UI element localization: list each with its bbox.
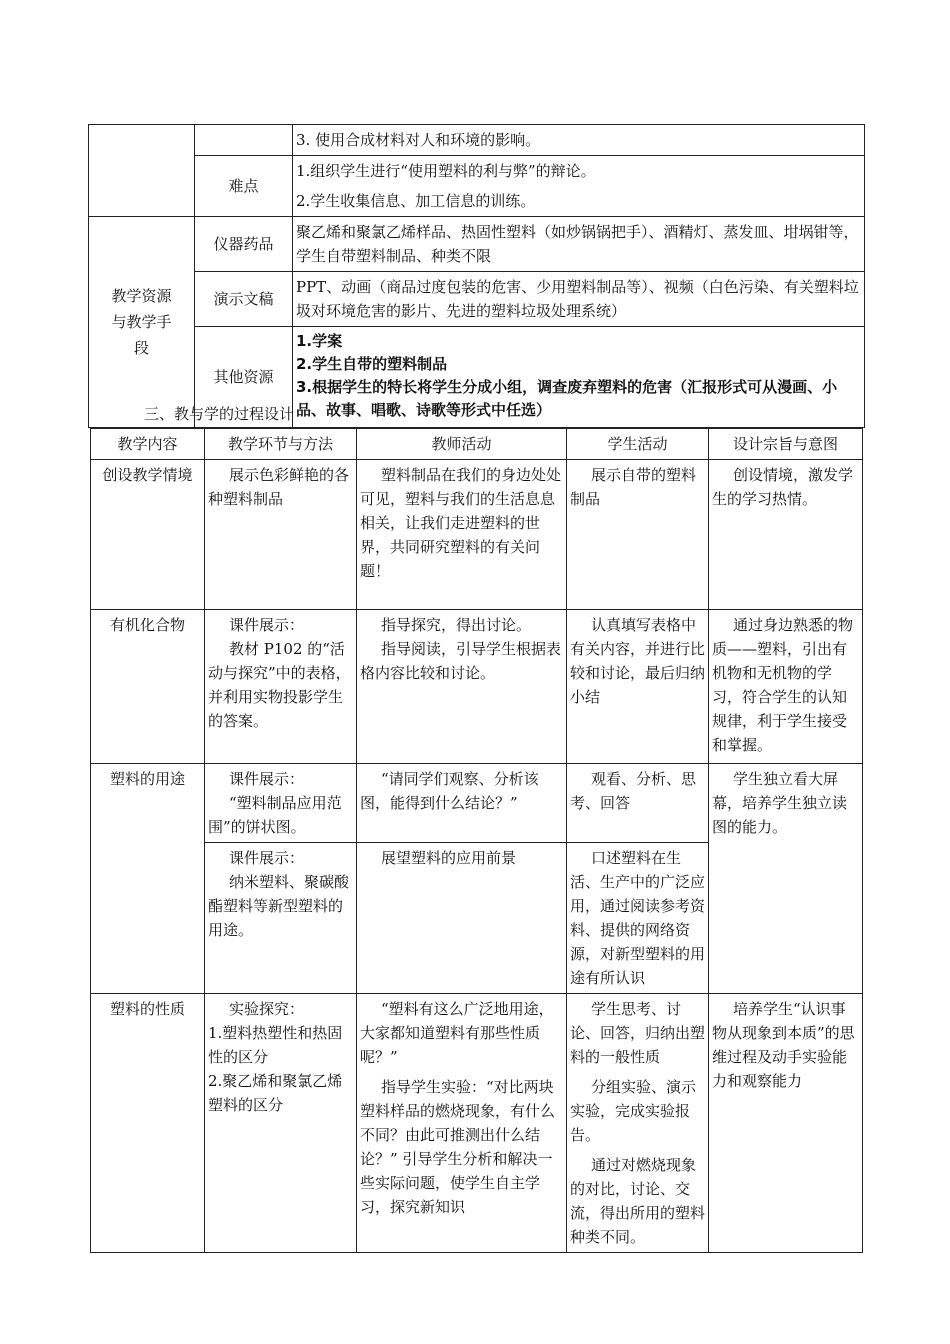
cell-teacher — [357, 994, 567, 1253]
process-design-table — [90, 428, 863, 1253]
cell-method — [205, 764, 357, 843]
method-line: 课件展示： — [229, 616, 305, 634]
influence-text: 3. 使用合成材料对人和环境的影响。 — [293, 125, 865, 156]
cell-purpose: 创设情境，激发学生的学习热情。 — [709, 460, 863, 610]
method-line: 实验探究： — [229, 1000, 305, 1018]
header-purpose: 设计宗旨与意图 — [709, 429, 863, 460]
student-discussion: 学生思考、讨论、回答，归纳出塑料的一般性质 — [570, 1000, 706, 1066]
list-item: 1.学案 — [296, 332, 343, 350]
other-resources-label: 其他资源 — [195, 327, 293, 428]
method-line: 2.聚乙烯和聚氯乙烯塑料的区分 — [208, 1072, 343, 1114]
cell-student — [567, 994, 709, 1253]
method-line: 1.塑料热塑性和热固性的区分 — [208, 1024, 343, 1066]
cell-student: 口述塑料在生活、生产中的广泛应用，通过阅读参考资料、提供的网络资源，对新型塑料的用途有所认识 — [567, 843, 709, 994]
instruments-text: 聚乙烯和聚氯乙烯样品、热固性塑料（如炒锅锅把手）、酒精灯、蒸发皿、坩埚钳等，学生自带塑料制品、种类不限 — [293, 217, 865, 272]
table-row — [91, 764, 863, 843]
resources-label — [89, 217, 195, 428]
resources-label-line: 教学资源 — [111, 287, 172, 305]
teacher-line: 指导阅读，引导学生根据表格内容比较和讨论。 — [360, 640, 562, 682]
cell-student: 认真填写表格中有关内容，并进行比较和讨论，最后归纳小结 — [567, 610, 709, 764]
section-heading: 三、教与学的过程设计 — [144, 405, 295, 423]
cell-content: 塑料的用途 — [91, 764, 205, 994]
table-row — [91, 610, 863, 764]
difficulty-label: 难点 — [195, 156, 293, 217]
method-line: 纳米塑料、聚碳酸酯塑料等新型塑料的用途。 — [208, 873, 350, 939]
table-row — [91, 994, 863, 1253]
method-line: 课件展示： — [229, 770, 305, 788]
cell-method — [205, 994, 357, 1253]
cell-content: 创设教学情境 — [91, 460, 205, 610]
cell-purpose: 通过身边熟悉的物质——塑料，引出有机物和无机物的学习，符合学生的认知规律，利于学生接受和掌握。 — [709, 610, 863, 764]
cell-purpose: 培养学生“认识事物从现象到本质”的思维过程及动手实验能力和观察能力 — [709, 994, 863, 1253]
blank-category-cell — [89, 125, 195, 217]
cell-method — [205, 843, 357, 994]
method-line: 课件展示： — [229, 849, 305, 867]
cell-teacher: “请同学们观察、分析该图，能得到什么结论？” — [357, 764, 567, 843]
header-teacher: 教师活动 — [357, 429, 567, 460]
demo-label: 演示文稿 — [195, 272, 293, 327]
table-row — [89, 156, 865, 187]
student-experiment: 分组实验、演示实验，完成实验报告。 — [570, 1078, 697, 1144]
other-resources-list — [293, 327, 865, 428]
cell-method: 展示色彩鲜艳的各种塑料制品 — [205, 460, 357, 610]
cell-student: 观看、分析、思考、回答 — [567, 764, 709, 843]
resources-label-line: 段 — [133, 339, 149, 357]
table-row — [89, 217, 865, 272]
cell-purpose: 学生独立看大屏幕，培养学生独立读图的能力。 — [709, 764, 863, 994]
demo-text: PPT、动画（商品过度包装的危害、少用塑料制品等）、视频（白色污染、有关塑料垃圾对环境危害的影片、先进的塑料垃圾处理系统） — [293, 272, 865, 327]
resources-label-line: 与教学手 — [111, 313, 172, 331]
cell-method — [205, 610, 357, 764]
difficulty-item: 1.组织学生进行“使用塑料的利与弊”的辩论。 — [293, 156, 865, 187]
header-content: 教学内容 — [91, 429, 205, 460]
cell-teacher: 塑料制品在我们的身边处处可见，塑料与我们的生活息息相关，让我们走进塑料的世界，共同研究塑料的有关问题！ — [357, 460, 567, 610]
table-header-row — [91, 429, 863, 460]
cell-student: 展示自带的塑料制品 — [567, 460, 709, 610]
objectives-resources-table — [88, 124, 865, 428]
header-method: 教学环节与方法 — [205, 429, 357, 460]
method-line: “塑料制品应用范围”的饼状图。 — [208, 794, 342, 836]
cell-teacher: 展望塑料的应用前景 — [357, 843, 567, 994]
blank-label-cell — [195, 125, 293, 156]
cell-content: 有机化合物 — [91, 610, 205, 764]
teacher-question: “塑料有这么广泛地用途，大家都知道塑料有那些性质呢？” — [360, 1000, 554, 1066]
method-line: 教材 P102 的“活动与探究”中的表格，并利用实物投影学生的答案。 — [208, 640, 351, 730]
instruments-label: 仪器药品 — [195, 217, 293, 272]
cell-content: 塑料的性质 — [91, 994, 205, 1253]
list-item: 2.学生自带的塑料制品 — [296, 355, 448, 373]
teacher-guidance: 指导学生实验：“对比两块塑料样品的燃烧现象，有什么不同？由此可推测出什么结论？” 引导学生分析和解决一些实际问题，使学生自主学习，探究新知识 — [360, 1078, 556, 1216]
header-student: 学生活动 — [567, 429, 709, 460]
cell-teacher — [357, 610, 567, 764]
table-row — [91, 460, 863, 610]
table-row — [89, 272, 865, 327]
table-row — [89, 125, 865, 156]
difficulty-item: 2.学生收集信息、加工信息的训练。 — [293, 186, 865, 217]
student-conclusion: 通过对燃烧现象的对比，讨论、交流，得出所用的塑料种类不同。 — [570, 1156, 706, 1246]
list-item: 3.根据学生的特长将学生分成小组，调查废弃塑料的危害（汇报形式可从漫画、小品、故事、唱歌、诗歌等形式中任选） — [296, 378, 838, 419]
teacher-line: 指导探究，得出讨论。 — [381, 616, 532, 634]
